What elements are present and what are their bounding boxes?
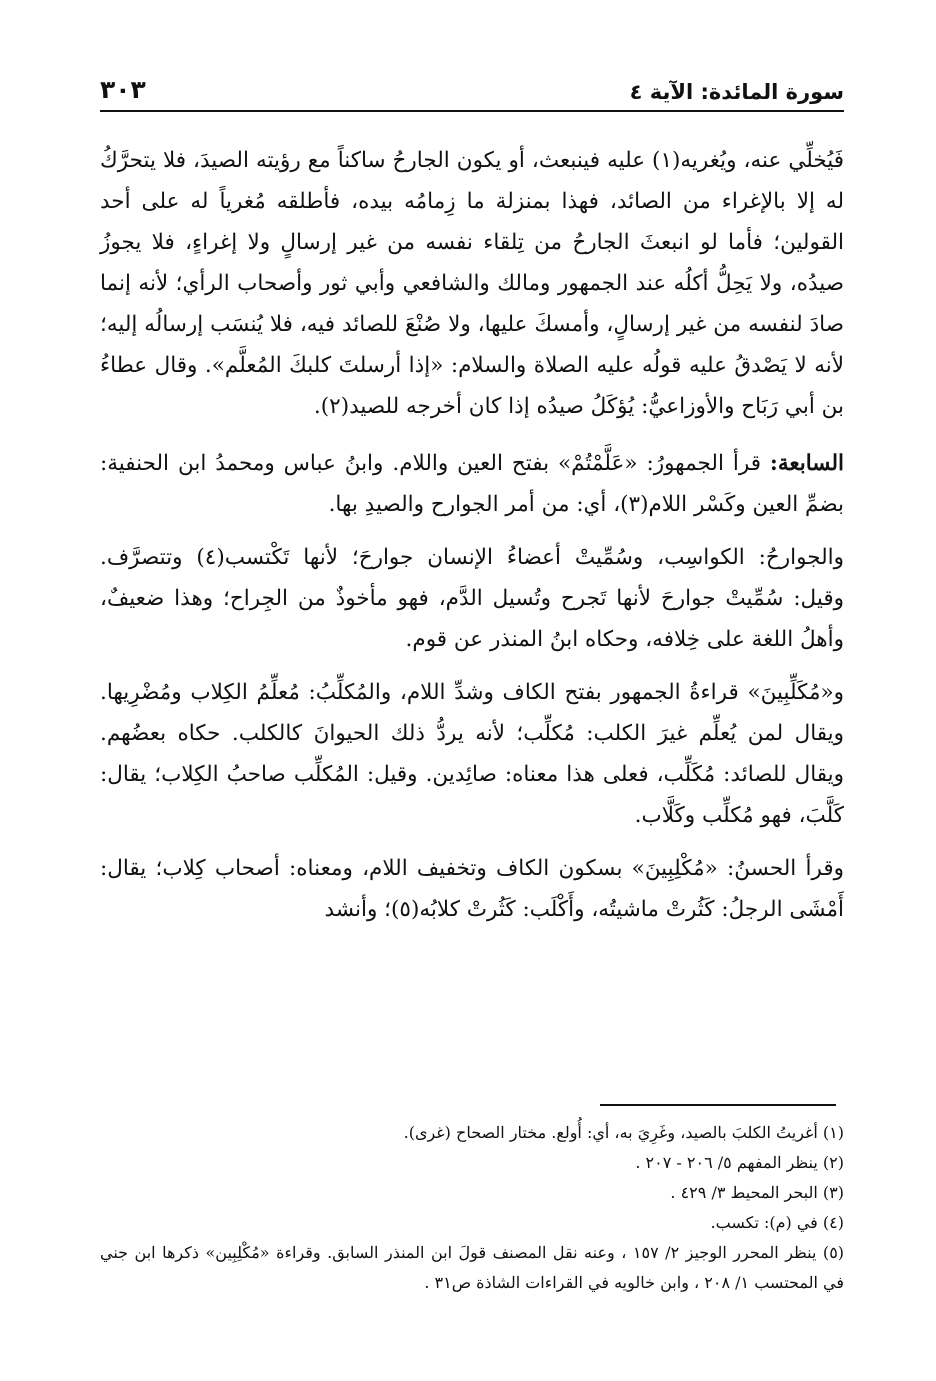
footnote: (١) أغريتُ الكلبَ بالصيد، وغَرِيَ به، أي: أُولع. مختار الصحاح (غرى). <box>403 1123 844 1142</box>
page-number: ٣٠٣ <box>100 75 146 104</box>
paragraph: والجوارحُ: الكواسِب، وسُمِّيتْ أعضاءُ الإنسان جوارحَ؛ لأنها تَكْتسب(٤) وتتصرَّف. وقيل: سُمِّيتْ جوارحَ لأنها تَجرح وتُسيل الدَّم، فهو مأخوذٌ من الجِراح؛ وهذا ضعيفٌ، وأهلُ اللغة على خِلافه، وحكاه ابنُ المنذر عن قوم. <box>100 545 844 652</box>
footnote-separator <box>600 1104 836 1106</box>
section-lead: السابعة: <box>769 451 844 476</box>
paragraph: و«مُكَلِّبِينَ» قراءةُ الجمهور بفتح الكاف وشدِّ اللام، والمُكلِّبُ: مُعلِّمُ الكِلاب ومُضْرِيها. ويقال لمن يُعلِّم غيرَ الكلب: مُكلِّب؛ لأنه يردُّ ذلك الحيوانَ كالكلب. حكاه بعضُهم. ويقال للصائد: مُكَلِّب، فعلى هذا معناه: صائِدين. وقيل: المُكلِّب صاحبُ الكِلاب؛ يقال: كَلَّبَ، فهو مُكلِّب وكَلَّاب. <box>100 680 844 828</box>
footnote: (٣) البحر المحيط ٣/ ٤٢٩ . <box>670 1183 844 1202</box>
footnote: (٥) ينظر المحرر الوجيز ٢/ ١٥٧ ، وعنه نقل المصنف قولَ ابن المنذر السابق. وقراءة «مُكْلِبِين» ذكرها ابن جني في المحتسب ١/ ٢٠٨ ، وابن خالويه في القراءات الشاذة ص٣١ . <box>100 1243 845 1292</box>
paragraph: السابعة: قرأ الجمهورُ: «عَلَّمْتُمْ» بفتح العين واللام. وابنُ عباس ومحمدُ ابن الحنفية: بضمِّ العين وكَسْر اللام(٣)، أي: من أمر الجوارح والصيدِ بها. <box>100 451 844 517</box>
footnote: (٢) ينظر المفهم ٥/ ٢٠٦ - ٢٠٧ . <box>635 1153 844 1172</box>
running-title: سورة المائدة: الآية ٤ <box>629 80 844 104</box>
footnotes <box>100 1118 844 1298</box>
main-text <box>100 140 844 942</box>
header-rule <box>100 110 844 112</box>
paragraph: وقرأ الحسنُ: «مُكْلِبِينَ» بسكون الكاف وتخفيف اللام، ومعناه: أصحاب كِلاب؛ يقال: أَمْشَى الرجلُ: كَثُرتْ ماشيتُه، وأَكْلَب: كَثُرتْ كلابُه(٥)؛ وأنشد <box>100 856 844 922</box>
page-header <box>100 64 844 104</box>
footnote: (٤) في (م): تكسب. <box>710 1213 844 1232</box>
paragraph: فَيُخلِّي عنه، ويُغريه(١) عليه فينبعث، أو يكون الجارحُ ساكناً مع رؤيته الصيدَ، فلا يتحرَّكُ له إلا بالإغراء من الصائد، فهذا بمنزلة ما زِمامُه بيده، فأطلقه مُغرياً له على أحد القولين؛ فأما لو انبعثَ الجارحُ من تِلقاء نفسه من غير إرسالٍ ولا إغراءٍ، فلا يجوزُ صيدُه، ولا يَحِلُّ أكلُه عند الجمهور ومالك والشافعي وأبي ثور وأصحاب الرأي؛ لأنه إنما صادَ لنفسه من غير إرسالٍ، وأمسكَ عليها، ولا صُنْعَ للصائد فيه، فلا يُنسَب إرسالُه إليه؛ لأنه لا يَصْدقُ عليه قولُه عليه الصلاة والسلام: «إذا أرسلتَ كلبكَ المُعلَّم». وقال عطاءُ بن أبي رَبَاح والأوزاعيُّ: يُؤكَلُ صيدُه إذا كان أخرجه للصيد(٢). <box>100 148 845 419</box>
